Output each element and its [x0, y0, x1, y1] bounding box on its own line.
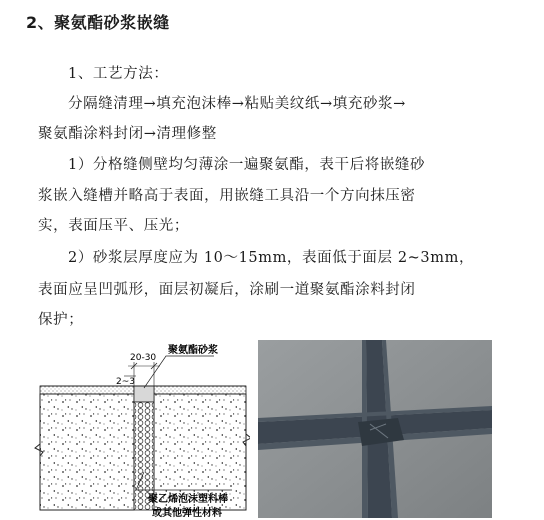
step2-line-3: 保护；: [38, 312, 84, 328]
section-title: 2、聚氨酯砂浆嵌缝: [26, 13, 170, 32]
step1-line-2: 浆嵌入缝槽并略高于表面，用嵌缝工具沿一个方向抹压密: [38, 188, 416, 204]
dim-width-label: 20-30: [130, 353, 157, 363]
joint-section-drawing: [32, 342, 250, 520]
surface-layer-right: [154, 386, 246, 394]
mortar-joint: [134, 386, 154, 402]
foam-rod-label-1: 聚乙烯泡沫塑料棒: [148, 494, 228, 505]
step2-line-2: 表面应呈凹弧形，面层初凝后，涂刷一道聚氨酯涂料封闭: [38, 282, 416, 298]
step1-line-1: 1）分格缝侧壁均匀薄涂一遍聚氨酯，表干后将嵌缝砂: [68, 157, 426, 173]
concrete-slab-left: [40, 394, 134, 510]
concrete-slab-right: [154, 394, 246, 510]
step2-line-1: 2）砂浆层厚度应为 10～15mm，表面低于面层 2~3mm，: [68, 250, 475, 266]
joint-photo: [258, 340, 492, 518]
foam-rod-label-2: 或其他弹性材料: [152, 508, 222, 519]
item1-heading: 1、工艺方法：: [68, 66, 169, 82]
dim-depth-label: 2~3: [116, 377, 135, 387]
process-line-1: 分隔缝清理→填充泡沫棒→粘贴美纹纸→填充砂浆→: [68, 96, 406, 112]
step1-line-3: 实，表面压平、压光；: [38, 218, 189, 234]
mortar-label: 聚氨酯砂浆: [168, 345, 218, 356]
surface-layer-left: [40, 386, 134, 394]
process-line-2: 聚氨酯涂料封闭→清理修整: [38, 126, 217, 142]
